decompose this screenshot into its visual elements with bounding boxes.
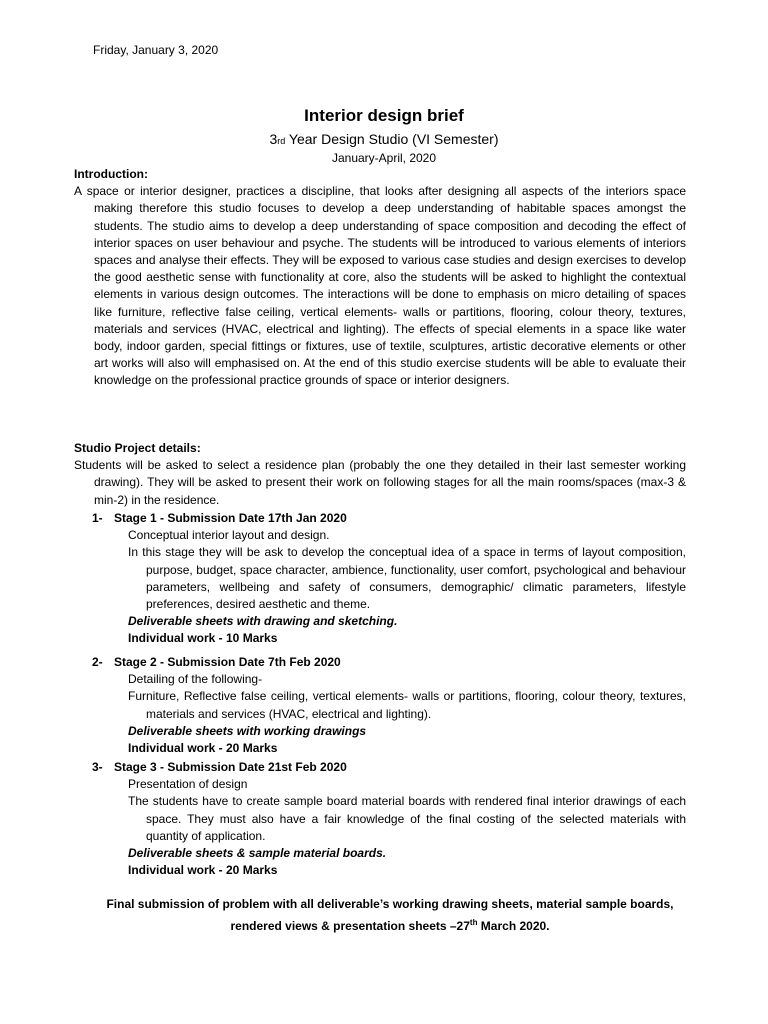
subtitle-ordinal: rd [277,136,286,146]
stage-deliverable: Deliverable sheets with drawing and sketching. [128,614,398,629]
subtitle-rest: Year Design Studio (VI Semester) [288,131,499,147]
stage-2 [92,654,686,757]
project-text: Students will be asked to select a residence plan (probably the one they detailed in their last semester working drawing). They will be asked to present their work on following stages for all the main rooms/spaces (max-3 & min-2) in the residence. [74,458,686,507]
stage-description: In this stage they will be ask to develop the conceptual idea of a space in terms of layout composition, purpose, budget, space character, ambience, functionality, user comfort, psychological and behaviour parameters, wellbeing and safety of consumers, demographic/ climatic parameters, lifestyle preferences, desired aesthetic and theme. [128,545,686,612]
document-subtitle [0,131,768,147]
stage-heading: Stage 1 - Submission Date 17th Jan 2020 [114,511,347,525]
stage-number: 2- [92,655,103,669]
stage-marks: Individual work - 10 Marks [128,631,278,646]
stage-3 [92,759,686,879]
stage-marks: Individual work - 20 Marks [128,741,278,756]
stage-line: Conceptual interior layout and design. [128,528,330,543]
project-heading: Studio Project details: [74,441,201,455]
stage-title [92,759,686,776]
document-date: Friday, January 3, 2020 [93,43,219,57]
final-submission [80,896,700,935]
stage-title [92,654,686,671]
project-section [74,440,686,509]
final-line-2 [80,914,700,936]
stage-line: Presentation of design [128,777,248,792]
stage-heading: Stage 3 - Submission Date 21st Feb 2020 [114,760,347,774]
final-ordinal: th [469,917,478,927]
stage-deliverable: Deliverable sheets & sample material boards. [128,846,387,861]
final-line-2-text: rendered views & presentation sheets –27 [230,918,470,933]
document-period: January-April, 2020 [331,151,437,165]
subtitle-year: 3 [269,131,278,147]
stage-number: 3- [92,760,103,774]
intro-section [74,166,686,390]
stage-number: 1- [92,511,103,525]
stage-1 [92,510,686,648]
document-title: Interior design brief [304,106,464,125]
stage-marks: Individual work - 20 Marks [128,863,278,878]
stage-heading: Stage 2 - Submission Date 7th Feb 2020 [114,655,341,669]
intro-heading: Introduction: [74,167,148,181]
stage-description: The students have to create sample board material boards with rendered final interior drawings of each space. They must also have a fair knowledge of the final costing of the selected materials with quantity of application. [128,794,686,843]
final-line-2-end: March 2020. [477,918,550,933]
intro-text: A space or interior designer, practices a discipline, that looks after designing all aspects of the interiors space making therefore this studio focuses to develop a deep understanding of habitable spaces amongst the students. The studio aims to develop a deep understanding of space composition and decoding the effect of interior spaces on user behaviour and psyche. The students will be introduced to various elements of interiors spaces and analyse their effects. They will be exposed to various case studies and design exercises to develop the good aesthetic sense with functionality at core, also the students will be asked to highlight the contextual elements in various design outcomes. The interactions will be done to emphasis on micro detailing of spaces like furniture, reflective false ceiling, vertical elements- walls or partitions, flooring, colour theory, textures, materials and services (HVAC, electrical and lighting). The effects of special elements in a space like water body, indoor garden, special fittings or fixtures, use of textile, sculptures, artistic decorative elements or other art works will also will emphasised on. At the end of this studio exercise students will be able to evaluate their knowledge on the professional practice grounds of space or interior designers. [74,184,686,388]
final-line-1: Final submission of problem with all deliverable’s working drawing sheets, material sample boards, [106,897,674,911]
stage-title [92,510,686,527]
stage-deliverable: Deliverable sheets with working drawings [128,723,367,738]
stage-line: Detailing of the following- [128,672,263,687]
stage-description: Furniture, Reflective false ceiling, vertical elements- walls or partitions, flooring, colour theory, textures, materials and services (HVAC, electrical and lighting). [128,689,686,721]
